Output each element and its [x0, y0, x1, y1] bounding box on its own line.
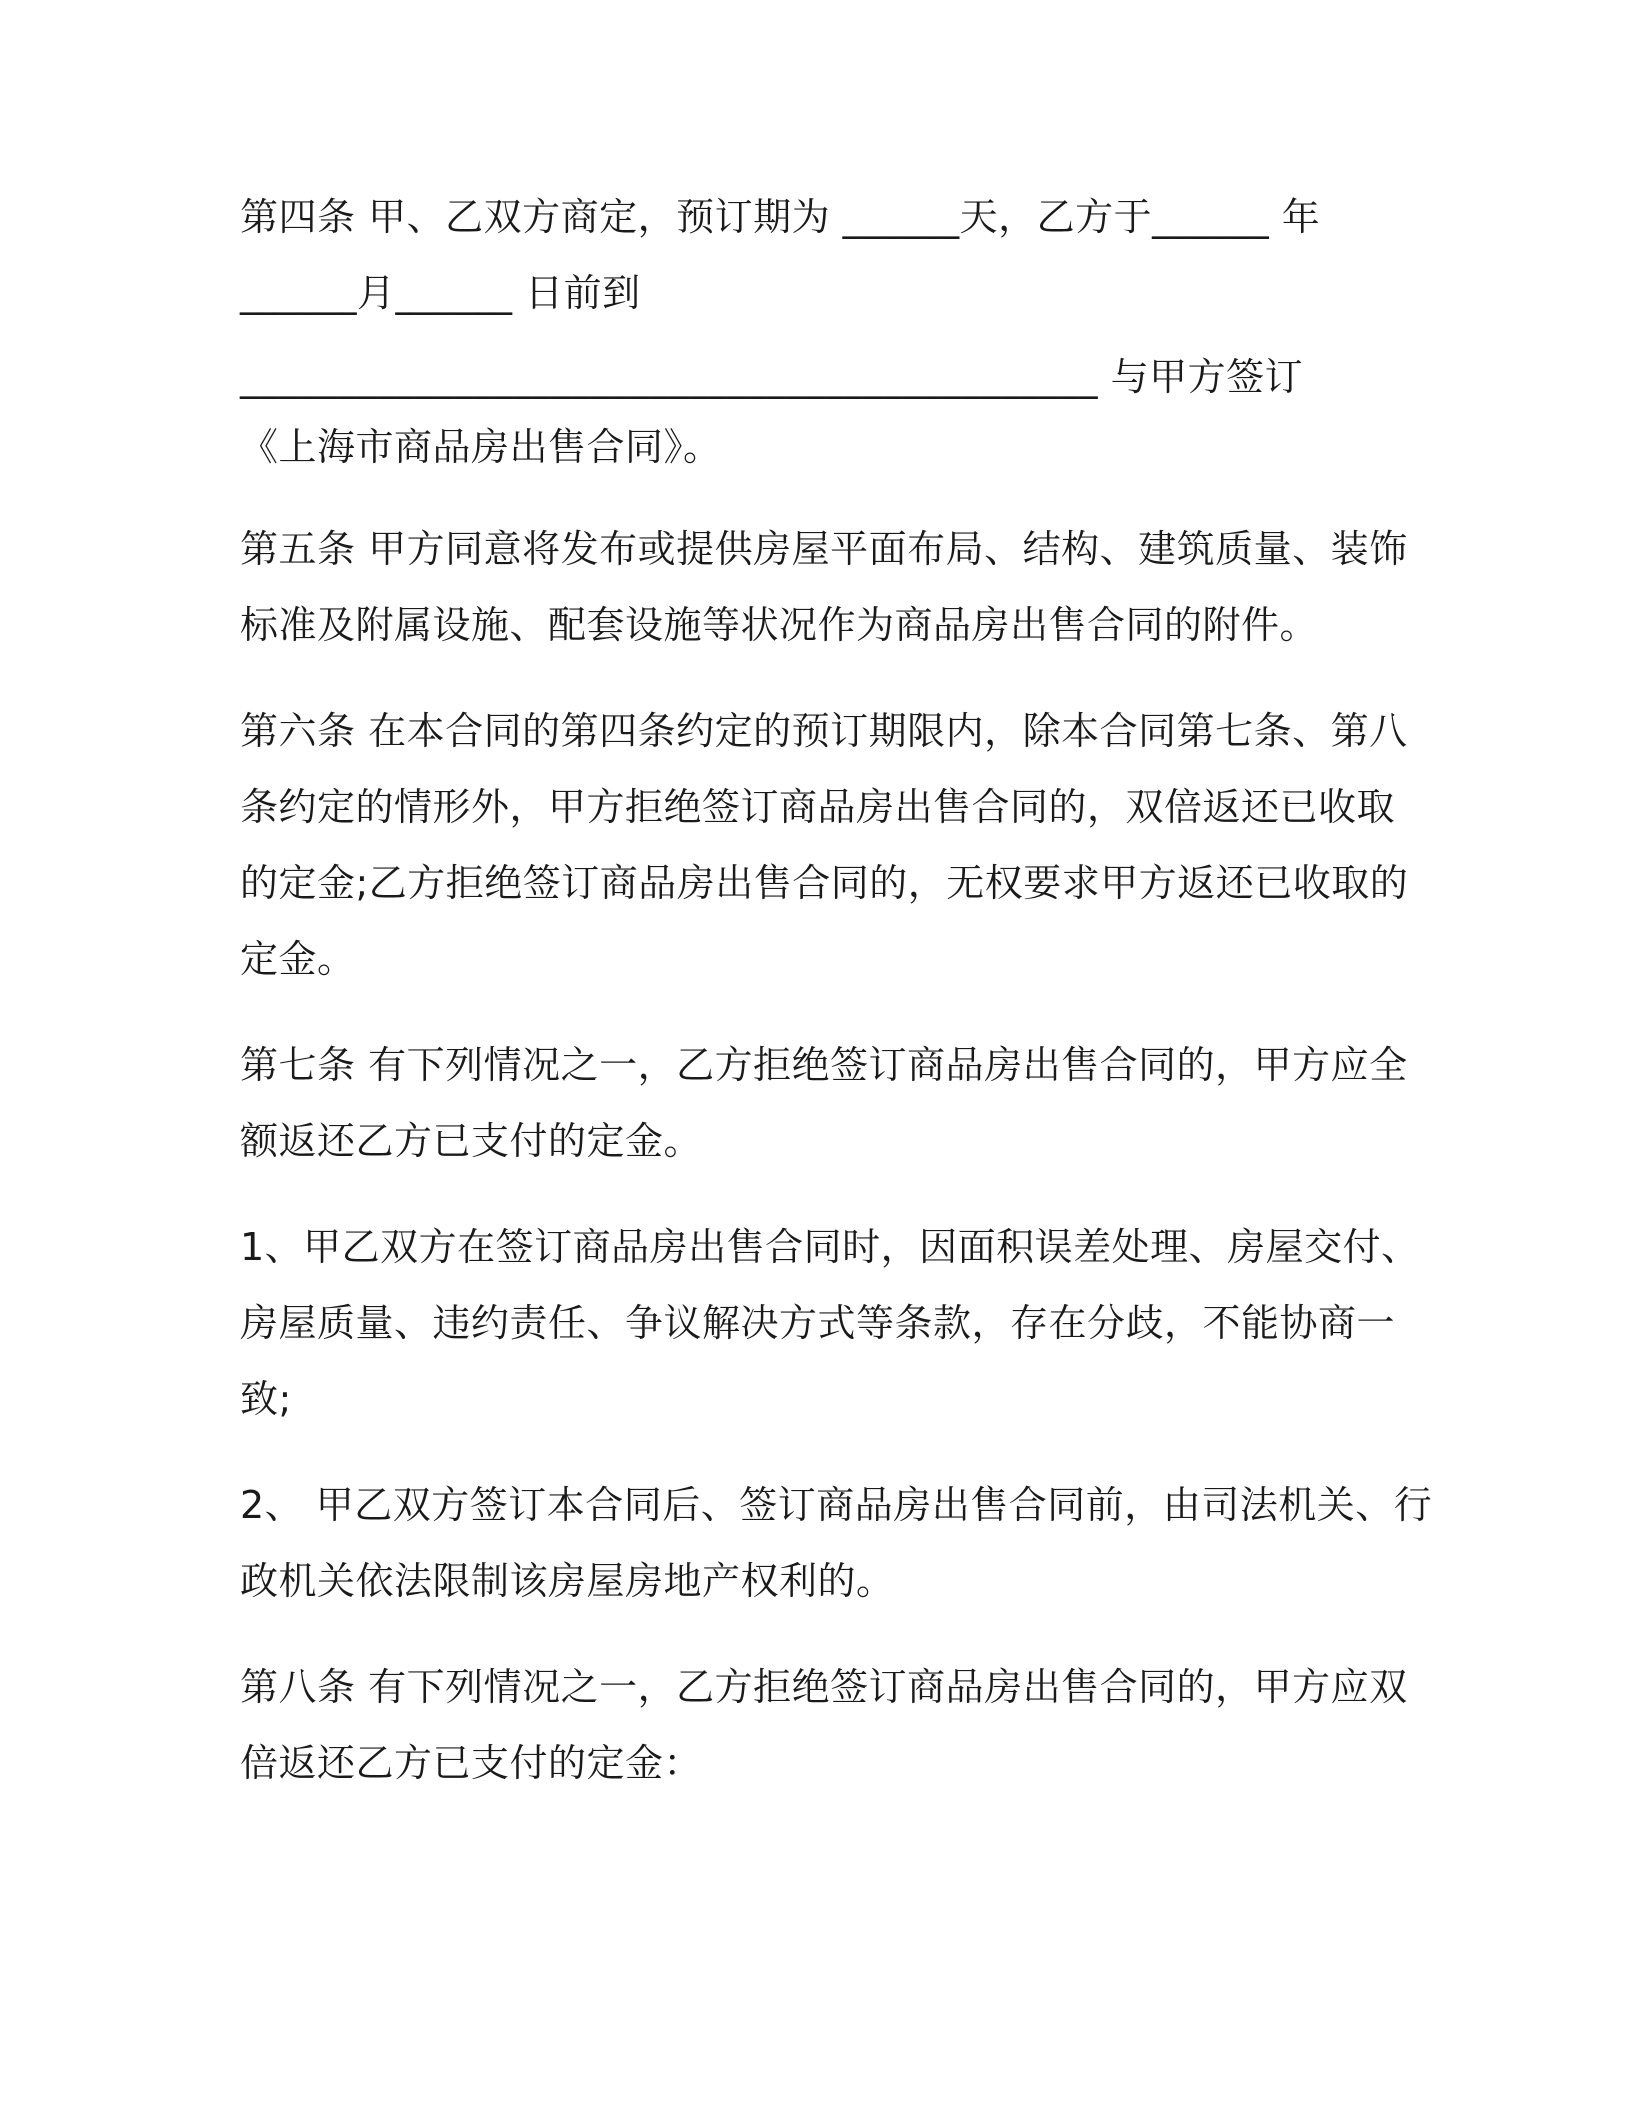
article-4-line-4: 《上海市商品房出售合同》。 — [240, 425, 722, 469]
article-5-line-2: 标准及附属设施、配套设施等状况作为商品房出售合同的附件。 — [240, 603, 1319, 647]
article-6-line-2: 条约定的情形外，甲方拒绝签订商品房出售合同的，双倍返还已收取 — [240, 785, 1396, 829]
article-4-line-2: ______月______ 日前到 — [240, 271, 641, 315]
article-6-line-1: 第六条 在本合同的第四条约定的预订期限内，除本合同第七条、第八 — [240, 709, 1408, 753]
clause-1-line-2: 房屋质量、违约责任、争议解决方式等条款，存在分歧，不能协商一 — [240, 1301, 1396, 1345]
article-6-line-3: 的定金;乙方拒绝签订商品房出售合同的，无权要求甲方返还已收取的 — [240, 861, 1409, 905]
clause-1-line-3: 致; — [240, 1377, 292, 1421]
clause-2-line-1: 2、 甲乙双方签订本合同后、签订商品房出售合同前，由司法机关、行 — [240, 1483, 1433, 1527]
article-8-line-1: 第八条 有下列情况之一，乙方拒绝签订商品房出售合同的，甲方应双 — [240, 1665, 1408, 1709]
article-7-line-1: 第七条 有下列情况之一，乙方拒绝签订商品房出售合同的，甲方应全 — [240, 1043, 1408, 1087]
article-7-line-2: 额返还乙方已支付的定金。 — [240, 1119, 703, 1163]
article-6-line-4: 定金。 — [240, 937, 356, 981]
clause-2-line-2: 政机关依法限制该房屋房地产权利的。 — [240, 1559, 895, 1603]
article-4-line-1: 第四条 甲、乙双方商定，预订期为 ______天，乙方于______ 年 — [240, 195, 1321, 239]
article-5-line-1: 第五条 甲方同意将发布或提供房屋平面布局、结构、建筑质量、装饰 — [240, 527, 1408, 571]
clause-1-line-1: 1、甲乙双方在签订商品房出售合同时，因面积误差处理、房屋交付、 — [240, 1225, 1420, 1269]
article-8-line-2: 倍返还乙方已支付的定金： — [240, 1741, 703, 1785]
article-4-line-3: ____________________________________________ 与甲方签订 — [240, 355, 1304, 399]
